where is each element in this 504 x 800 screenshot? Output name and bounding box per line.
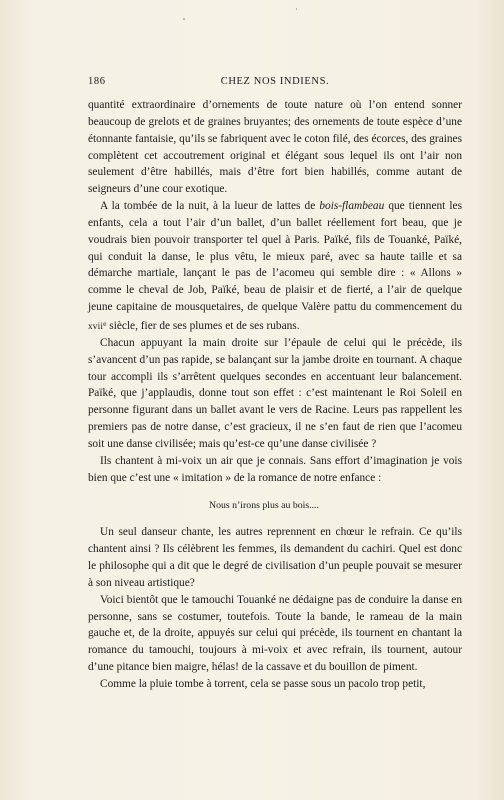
italic-term: bois-flambeau: [319, 200, 385, 213]
paragraph: Chacun appuyant la main droite sur l’épaule de celui qui le précède, ils s’avancent d’un pas rapide, se balançant sur la jambe droite en tournant. A chaque tour accompli ils s’arrêtent quelques secondes en accentuant leur balancement. Païké, que j’applaudis, donne tout son effet : c’est maintenant le Roi Soleil en personne figurant dans un ballet avant le vers de Racine. Leurs pas rappellent les premiers pas de notre danse, c’est gracieux, il ne s’en faut de rien que l’acomeu soit une danse civilisée; mais qu’est-ce qu’une danse civilisée ?: [88, 336, 462, 450]
paragraph: quantité extraordinaire d’ornements de toute nature où l’on entend sonner beaucoup de grelots et de graines bruyantes; des ornements de toute espèce d’une étonnante fantaisie, qu’ils se fabriquent avec le coton filé, des écorces, des graines complètent cet accoutrement original et élégant sous lequel ils ont l’air non seulement d’être habillés, mais d’être fort bien habillés, comme autant de seigneurs d’une cour exotique.: [88, 99, 462, 196]
paragraph: Comme la pluie tombe à torrent, cela se passe sous un pacolo trop petit,: [100, 678, 426, 690]
body-text: [88, 97, 462, 693]
running-title: CHEZ NOS INDIENS.: [220, 76, 330, 87]
text-run: siècle, fier de ses plumes et de ses rubans.: [106, 319, 300, 332]
paper-speck: [183, 18, 185, 20]
paragraph: [88, 198, 462, 335]
paragraph: Voici bientôt que le tamouchi Touanké ne dédaigne pas de conduire la danse en personne, sans se costumer, toutefois. Toute la bande, le rameau de la main gauche et, de la droite, appuyés sur celui qui précède, ils tournent en chantant la romance du tamouchi, toujours à mi-voix et avec refrain, ils tournent, autour d’une pitance bien maigre, hélas! de la cassave et du bouillon de piment.: [88, 593, 462, 674]
text-run: A la tombée de la nuit, à la lueur de lattes de: [100, 200, 320, 213]
paragraph: Ils chantent à mi-voix un air que je connais. Sans effort d’imagination je vois bien que c’est une « imitation » de la romance de notre enfance :: [88, 454, 462, 484]
superscript: e: [103, 318, 107, 328]
page-header: [88, 76, 462, 90]
paragraph: Un seul danseur chante, les autres reprennent en chœur le refrain. Ce qu’ils chantent ainsi ? Ils célèbrent les femmes, ils demandent du cachiri. Quel est donc le philosophe qui a dit que le degré de civilisation d’un peuple pouvait se mesurer à son niveau artistique?: [88, 526, 462, 589]
paper-speck: [296, 8, 297, 10]
century-numeral: xvii: [88, 320, 104, 331]
page-number: 186: [88, 76, 106, 87]
text-run: que tiennent les enfants, cela a tout l’air d’un ballet, d’un ballet réellement fort beau, que je voudrais bien pouvoir transporter tel quel à Paris. Païké, fils de Touanké, Païké, qui conduit la danse, le plus vêtu, le mieux paré, avec sa haute taille et sa démarche martiale, lançant le pas de l’acomeu qui semble dire : « Allons » comme le cheval de Job, Païké, beau de plaisir et de fierté, a l’air de quelque jeune capitaine de mousquetaires, de quelque Valère pattu du commencement du: [88, 200, 463, 314]
verse-quote: Nous n’irons plus au bois....: [209, 500, 319, 512]
